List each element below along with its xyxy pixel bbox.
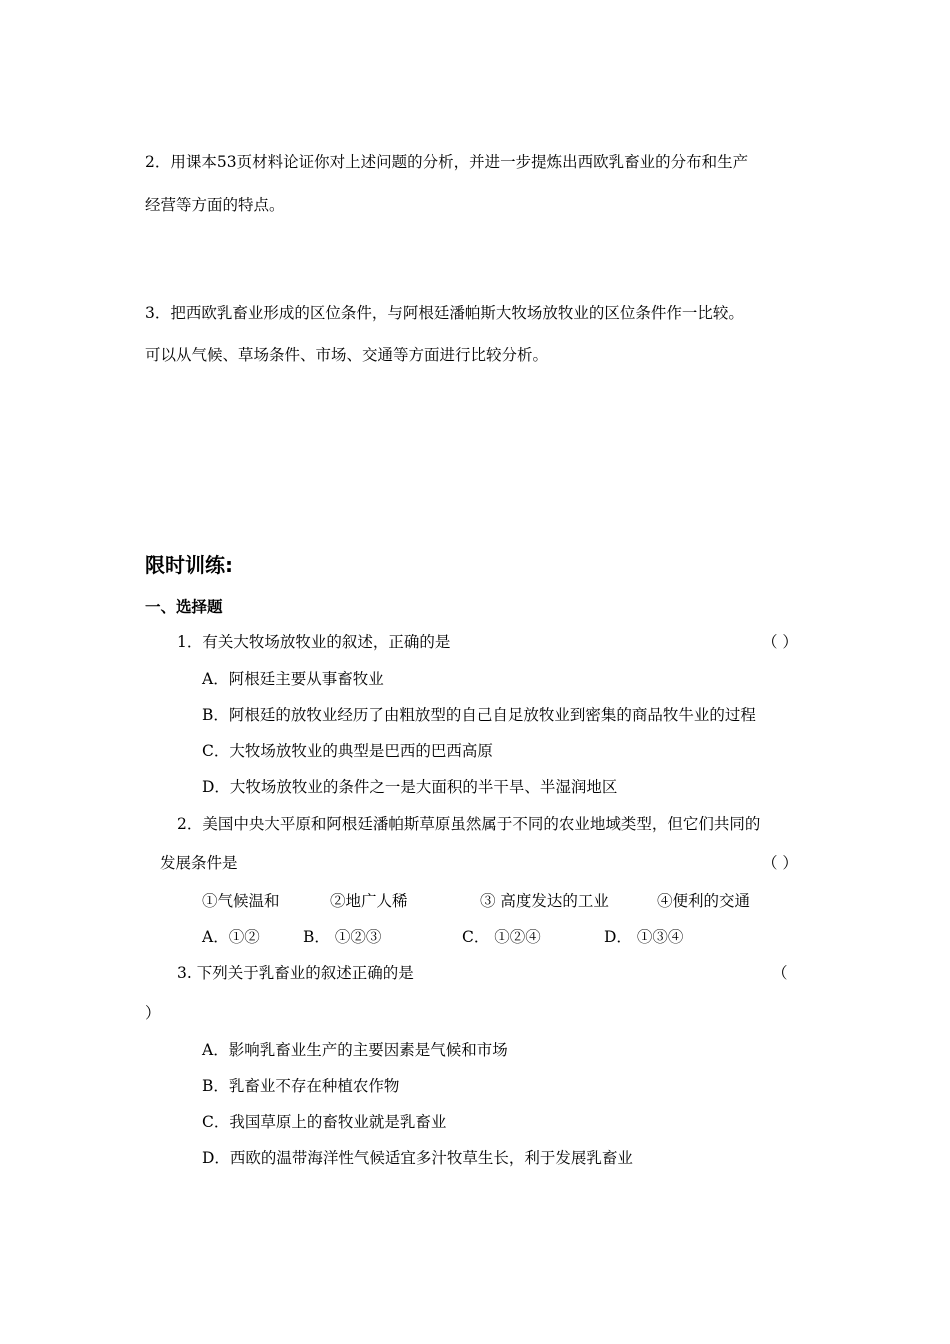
question-2-answer-blank: （ ）	[762, 854, 798, 872]
discussion-q2-line2: 经营等方面的特点。	[145, 196, 285, 214]
question-2-option-c: C． ①②④	[462, 928, 541, 946]
question-3-stem: 3. 下列关于乳畜业的叙述正确的是	[177, 964, 414, 982]
question-2-stem-line1: 2．美国中央大平原和阿根廷潘帕斯草原虽然属于不同的农业地域类型，但它们共同的	[177, 815, 761, 833]
question-3-option-c: C．我国草原上的畜牧业就是乳畜业	[202, 1113, 447, 1131]
discussion-q2-line1: 2．用课本53页材料论证你对上述问题的分析，并进一步提炼出西欧乳畜业的分布和生产	[145, 153, 749, 171]
question-2-option-b: B． ①②③	[303, 928, 382, 946]
question-2-option-a: A．①②	[202, 928, 260, 946]
question-1-answer-blank: （ ）	[762, 633, 798, 651]
question-2-stem-line2: 发展条件是	[160, 854, 238, 872]
question-3-option-a: A．影响乳畜业生产的主要因素是气候和市场	[202, 1041, 508, 1059]
discussion-q3-line2: 可以从气候、草场条件、市场、交通等方面进行比较分析。	[145, 346, 549, 364]
discussion-q3-line1: 3．把西欧乳畜业形成的区位条件，与阿根廷潘帕斯大牧场放牧业的区位条件作一比较。	[145, 304, 744, 322]
question-2-condition-3: ③ 高度发达的工业	[480, 892, 609, 910]
question-1-option-b: B．阿根廷的放牧业经历了由粗放型的自己自足放牧业到密集的商品牧牛业的过程	[202, 706, 756, 724]
question-3-paren-open: （	[772, 964, 788, 982]
section-title: 限时训练:	[145, 553, 233, 577]
question-2-option-d: D． ①③④	[604, 928, 684, 946]
question-2-condition-2: ②地广人稀	[330, 892, 408, 910]
question-3-option-b: B．乳畜业不存在种植农作物	[202, 1077, 400, 1095]
question-1-stem: 1．有关大牧场放牧业的叙述，正确的是	[177, 633, 451, 651]
question-2-condition-1: ①气候温和	[202, 892, 280, 910]
question-1-option-a: A．阿根廷主要从事畜牧业	[202, 670, 384, 688]
question-3-option-d: D．西欧的温带海洋性气候适宜多汁牧草生长，利于发展乳畜业	[202, 1149, 633, 1167]
question-1-option-d: D．大牧场放牧业的条件之一是大面积的半干旱、半湿润地区	[202, 778, 618, 796]
question-2-condition-4: ④便利的交通	[657, 892, 751, 910]
question-3-paren-close: ）	[145, 1004, 161, 1022]
subsection-title: 一、选择题	[145, 598, 223, 616]
question-1-option-c: C．大牧场放牧业的典型是巴西的巴西高原	[202, 742, 493, 760]
